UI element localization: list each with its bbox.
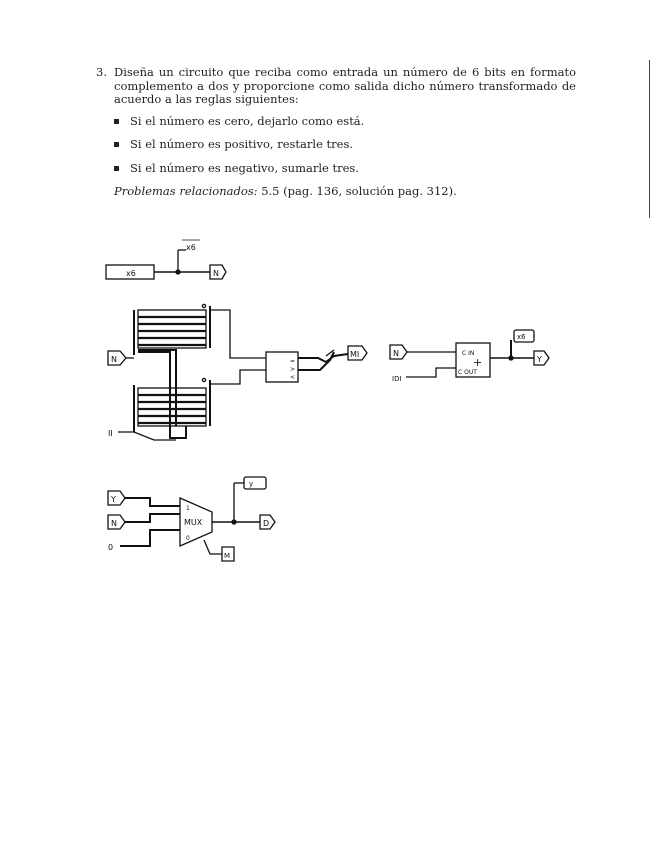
- svg-text:N: N: [111, 519, 117, 528]
- related-text: 5.5 (pag. 136, solución pag. 312).: [261, 184, 457, 198]
- problem-text: Diseña un circuito que reciba como entrada un número de 6 bits en formato complemento a dos y proporcione como salida dicho número transformado de acuerdo a las reglas siguientes:: [114, 65, 576, 106]
- problem-number: 3.: [96, 65, 107, 79]
- svg-text:D: D: [263, 519, 270, 528]
- wire: [125, 498, 180, 506]
- wire: [298, 354, 348, 362]
- wire: [118, 432, 176, 440]
- svg-text:Y: Y: [537, 355, 542, 364]
- wire: [125, 514, 180, 522]
- cin-source-label: IDI: [392, 375, 402, 383]
- rule-item: Si el número es positivo, restarle tres.: [96, 138, 576, 152]
- bus-width-label: x6: [186, 243, 196, 252]
- junction-dot: [176, 270, 180, 274]
- junction-dot: [232, 520, 236, 524]
- rule-item: Si el número es negativo, sumarle tres.: [96, 162, 576, 176]
- svg-text:C OUT: C OUT: [458, 369, 477, 376]
- related-label: Problemas relacionados:: [114, 184, 258, 198]
- wire: [120, 530, 180, 546]
- bus-width-label: y: [249, 480, 254, 488]
- zero-constant-label: 0: [108, 543, 114, 552]
- svg-text:0: 0: [186, 535, 190, 542]
- svg-text:MI: MI: [350, 350, 360, 359]
- mux-circuit: [108, 477, 275, 561]
- svg-text:>: >: [290, 366, 296, 373]
- connector: [202, 378, 205, 381]
- bus-width-label: x6: [517, 333, 526, 341]
- svg-text:C IN: C IN: [462, 350, 475, 357]
- adder-circuit: [390, 330, 549, 383]
- constant-block: [106, 240, 226, 279]
- svg-text:M: M: [224, 552, 231, 560]
- svg-text:=: =: [290, 358, 296, 365]
- svg-text:N: N: [111, 355, 117, 364]
- comparator-network: [108, 304, 367, 440]
- mux-label: MUX: [184, 518, 203, 527]
- wire: [210, 310, 266, 358]
- bus-block-upper: [138, 310, 206, 348]
- wire: [406, 368, 456, 377]
- connector: [202, 304, 205, 307]
- svg-text:1: 1: [186, 505, 190, 512]
- select-wire: [204, 540, 222, 554]
- plus-symbol: +: [473, 356, 483, 369]
- bus-width-box: [244, 477, 266, 489]
- svg-text:N: N: [393, 349, 399, 358]
- svg-text:N: N: [213, 269, 219, 278]
- junction-dot: [509, 356, 513, 360]
- wire: [210, 370, 266, 384]
- svg-text:Y: Y: [111, 495, 116, 504]
- constant-label: x6: [126, 269, 136, 278]
- bus-block-lower: [138, 388, 206, 426]
- svg-text:<: <: [290, 374, 296, 381]
- rule-item: Si el número es cero, dejarlo como está.: [96, 115, 576, 129]
- ground-label: II: [108, 429, 113, 438]
